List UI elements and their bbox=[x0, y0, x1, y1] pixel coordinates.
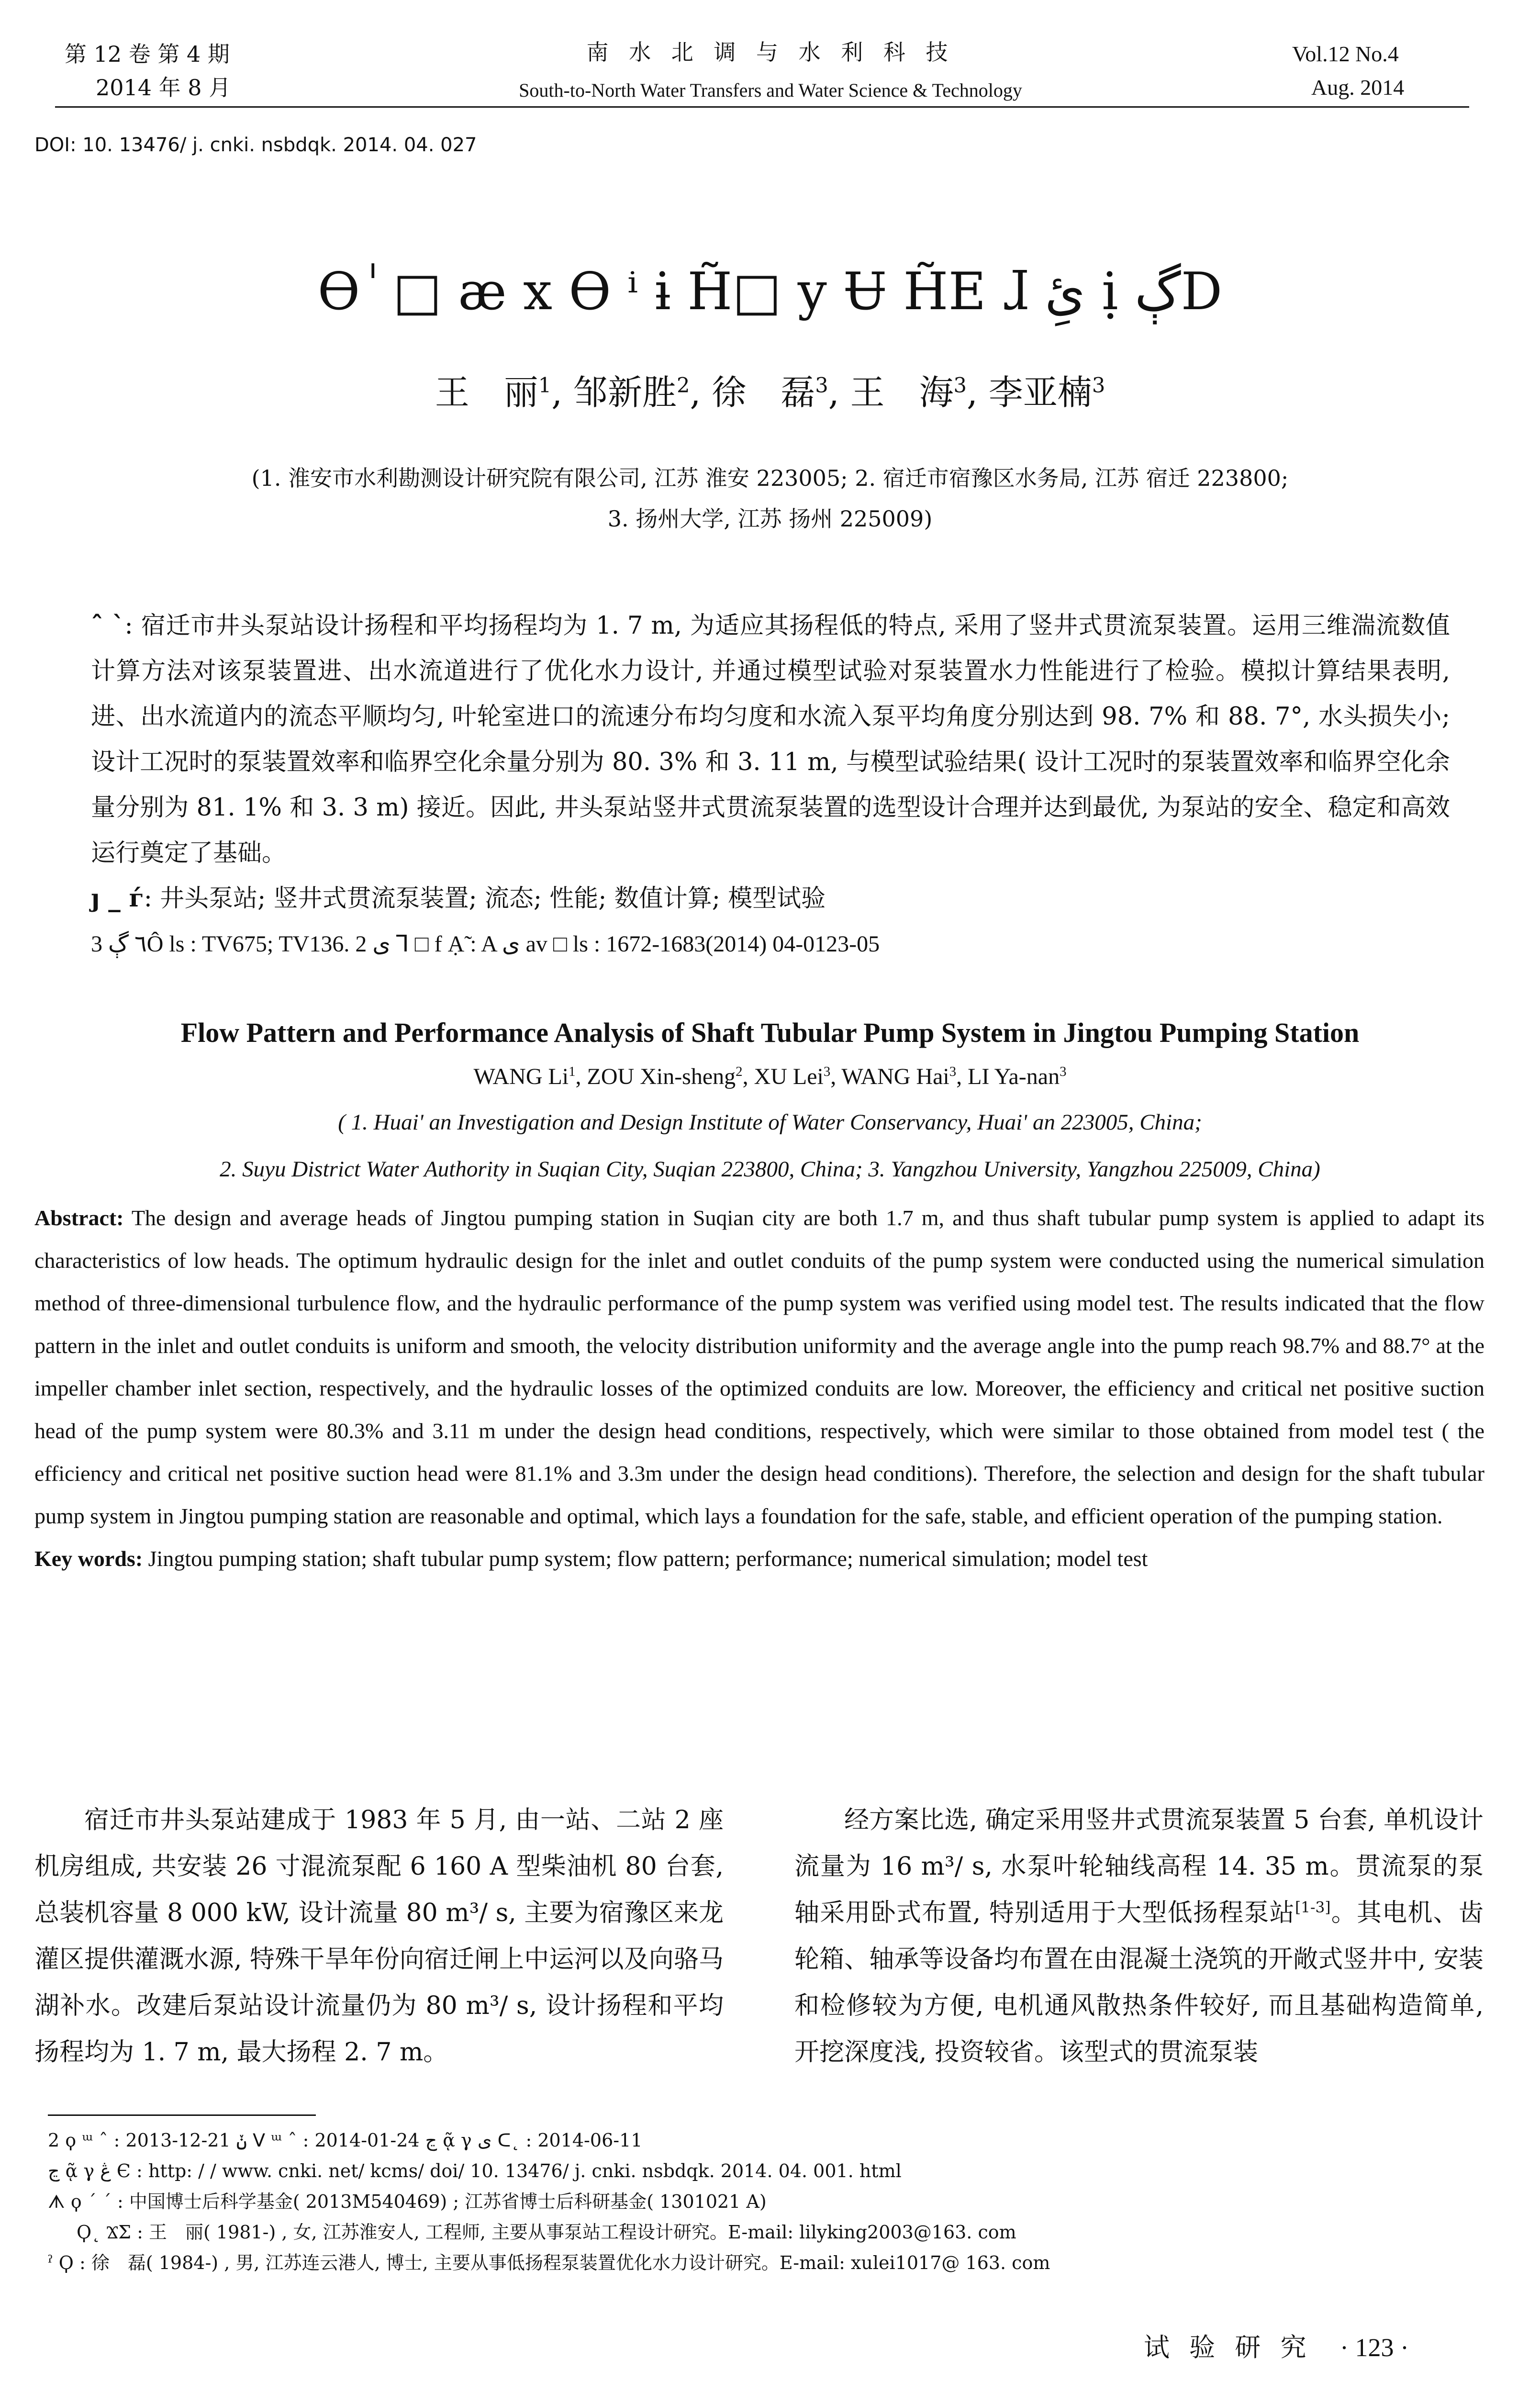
body-column-right bbox=[794, 1797, 1484, 2076]
affiliation-cn-1: (1. 淮安市水利勘测设计研究院有限公司, 江苏 淮安 223005; 2. 宿迁市宿豫区水务局, 江苏 宿迁 223800; bbox=[251, 465, 1289, 491]
header-journal-en: South-to-North Water Transfers and Water Science & Technology bbox=[519, 79, 1022, 101]
author-en: LI Ya-nan$^3$ bbox=[968, 1064, 1067, 1089]
author-cn: 李亚楠$^3$ bbox=[988, 372, 1105, 413]
header-journal-cn: 南 水 北 调 与 水 利 科 技 bbox=[586, 39, 955, 65]
keywords-en-label: Key words: bbox=[34, 1546, 143, 1571]
body-paragraph: 经方案比选, 确定采用竖井式贯流泵装置 5 台套, 单机设计流量为 16 m³/ s, 水泵叶轮轴线高程 14. 35 m。贯流泵的泵轴采用卧式布置, 特别适用于大型低扬程泵站[1-3]。其电机、齿轮箱、轴承等设备均布置在由混凝土浇筑的开敞式竖井中, 安装和检修较为方便, 电机通风散热条件较好, 而且基础构造简单, 开挖深度浅, 投资较省。该型式的贯流泵装 bbox=[794, 1806, 1484, 2067]
footnote-author: Ϙ˛ ϪΣ : 王 丽( 1981-) , 女, 江苏淮安人, 工程师, 主要从事泵站工程设计研究。E-mail: lilyking2003@163. com bbox=[77, 2222, 1016, 2243]
footnotes bbox=[48, 2125, 1484, 2278]
abstract-en-text: The design and average heads of Jingtou pumping station in Suqian city are both 1.7 m, and thus shaft tubular pump system is applied to adapt its characteristics of low heads. The optimum hydraulic design for the inlet and outlet conduits of the pump system were conducted using the numerical simulation method of three-dimensional turbulence flow, and the hydraulic performance of the pump system was verified using model test. The results indicated that the flow pattern in the inlet and outlet conduits is uniform and smooth, the velocity distribution uniformity and the average angle into the pump reach 98.7% and 88.7° at the impeller chamber inlet section, respectively, and the hydraulic losses of the optimized conduits are low. Moreover, the efficiency and critical net positive suction head of the pump system were 80.3% and 3.11 m under the design head conditions, respectively, which were similar to those obtained from model test ( the efficiency and critical net positive suction head were 81.1% and 3.3m under the design head conditions). Therefore, the selection and design for the shaft tubular pump system in Jingtou pumping station are reasonable and optimal, which lays a foundation for the safe, stable, and efficient operation of the pumping station. bbox=[34, 1206, 1484, 1528]
authors-en: WANG Li$^1$, ZOU Xin-sheng$^2$, XU Lei$^3$, WANG Hai$^3$, LI Ya-nan$^3$ bbox=[473, 1064, 1067, 1089]
affiliation-en-1: ( 1. Huai' an Investigation and Design Institute of Water Conservancy, Huai' an 223005, China; bbox=[338, 1110, 1202, 1135]
authors-cn: 王 丽$^1$, 邹新胜$^2$, 徐 磊$^3$, 王 海$^3$, 李亚楠$^3$ bbox=[435, 372, 1105, 413]
title-en: Flow Pattern and Performance Analysis of Shaft Tubular Pump System in Jingtou Pumping Station bbox=[180, 1017, 1360, 1048]
classification-cn: 3 ٦ ڳÔ ls : TV675; TV136. 2 ی ⅂ □ f Ạ̃ : A ی av □ ls : 1672-1683(2014) 04-0123-05 bbox=[91, 931, 880, 957]
author-cn: 徐 磊$^3$ bbox=[712, 372, 828, 413]
abstract-cn-text: : 宿迁市井头泵站设计扬程和平均扬程均为 1. 7 m, 为适应其扬程低的特点, 采用了竖井式贯流泵装置。运用三维湍流数值计算方法对该泵装置进、出水流道进行了优化水力设计, 并通过模型试验对泵装置水力性能进行了检验。模拟计算结果表明, 进、出水流道内的流态平顺均匀, 叶轮室进口的流速分布均匀度和水流入泵平均角度分别达到 98. 7% 和 88. 7°, 水头损失小; 设计工况时的泵装置效率和临界空化余量分别为 80. 3% 和 3. 11 m, 与模型试验结果( 设计工况时的泵装置效率和临界空化余量分别为 81. 1% 和 3. 3 m) 接近。因此, 井头泵站竖井式贯流泵装置的选型设计合理并达到最优, 为泵站的安全、稳定和高效运行奠定了基础。 bbox=[91, 612, 1450, 867]
footnote-corresponding: ˀ Ϙ : 徐 磊( 1984-) , 男, 江苏连云港人, 博士, 主要从事低扬程泵装置优化水力设计研究。E-mail: xulei1017@ 163. com bbox=[48, 2252, 1050, 2273]
author-en: ZOU Xin-sheng$^2$ bbox=[587, 1064, 743, 1089]
header-volume-en: Vol.12 No.4 bbox=[1292, 42, 1399, 66]
abstract-cn-label: ˆ ˋ bbox=[91, 611, 125, 640]
header-volume-cn: 第 12 卷 第 4 期 bbox=[65, 41, 230, 67]
keywords-en-text: Jingtou pumping station; shaft tubular pump system; flow pattern; performance; numerical simulation; model test bbox=[143, 1546, 1148, 1571]
affiliation-cn-2: 3. 扬州大学, 江苏 扬州 225009) bbox=[607, 506, 933, 532]
author-en: WANG Li$^1$ bbox=[473, 1064, 576, 1089]
author-en: XU Lei$^3$ bbox=[754, 1064, 831, 1089]
header-date-cn: 2014 年 8 月 bbox=[96, 75, 231, 101]
abstract-en-label: Abstract: bbox=[34, 1206, 124, 1230]
footer-section: 试 验 研 究 bbox=[1144, 2332, 1312, 2362]
keywords-cn-label: ȷ _ ѓ bbox=[91, 884, 144, 913]
doi: DOI: 10. 13476/ j. cnki. nsbdqk. 2014. 04. 027 bbox=[34, 134, 477, 156]
footnote-rule bbox=[48, 2114, 316, 2116]
footnote-url: ڃ ᾷ γ ڠ Є : http: / / www. cnki. net/ kcms/ doi/ 10. 13476/ j. cnki. nsbdqk. 2014. 04. 001. html bbox=[48, 2160, 902, 2181]
body-paragraph: 宿迁市井头泵站建成于 1983 年 5 月, 由一站、二站 2 座机房组成, 共安装 26 寸混流泵配 6 160 A 型柴油机 80 台套, 总装机容量 8 000 kW, 设计流量 80 m³/ s, 主要为宿豫区来龙灌区提供灌溉水源, 特殊干旱年份向宿迁闸上中运河以及向骆马湖补水。改建后泵站设计流量仍为 80 m³/ s, 设计扬程和平均扬程均为 1. 7 m, 最大扬程 2. 7 m。 bbox=[34, 1806, 724, 2067]
affiliation-en-2: 2. Suyu District Water Authority in Suqian City, Suqian 223800, China; 3. Yangzhou University, Yangzhou 225009, China) bbox=[220, 1157, 1320, 1182]
header-date-en: Aug. 2014 bbox=[1311, 75, 1405, 100]
footnote-dates: 2 ϙ ᵚ ˆ : 2013-12-21 ݩ ᐯ ᵚ ˆ : 2014-01-24 ڃ ᾷ γ ی ᑕ˛ : 2014-06-11 bbox=[48, 2130, 643, 2151]
abstract-cn bbox=[91, 603, 1450, 967]
abstract-en bbox=[34, 1196, 1484, 1580]
citation: [1-3] bbox=[1294, 1899, 1331, 1916]
footnote-funding: ᗑ ϙ ˊ ˊ : 中国博士后科学基金( 2013M540469) ; 江苏省博士后科研基金( 1301021 A) bbox=[48, 2191, 767, 2212]
page-number: · 123 · bbox=[1340, 2333, 1409, 2362]
body-column-left bbox=[34, 1797, 724, 2076]
keywords-cn-text: : 井头泵站; 竖井式贯流泵装置; 流态; 性能; 数值计算; 模型试验 bbox=[144, 884, 826, 913]
author-cn: 王 海$^3$ bbox=[850, 372, 967, 413]
author-en: WANG Hai$^3$ bbox=[841, 1064, 957, 1089]
author-cn: 邹新胜$^2$ bbox=[573, 372, 690, 413]
header-rule bbox=[55, 106, 1469, 108]
title-cn: Ѳ ٰ □ æ x Ѳ ⁱ ɨ H̃□ y Ʉ H̃E ɺ ئِ ị ڳD bbox=[317, 262, 1223, 322]
author-cn: 王 丽$^1$ bbox=[435, 372, 552, 413]
